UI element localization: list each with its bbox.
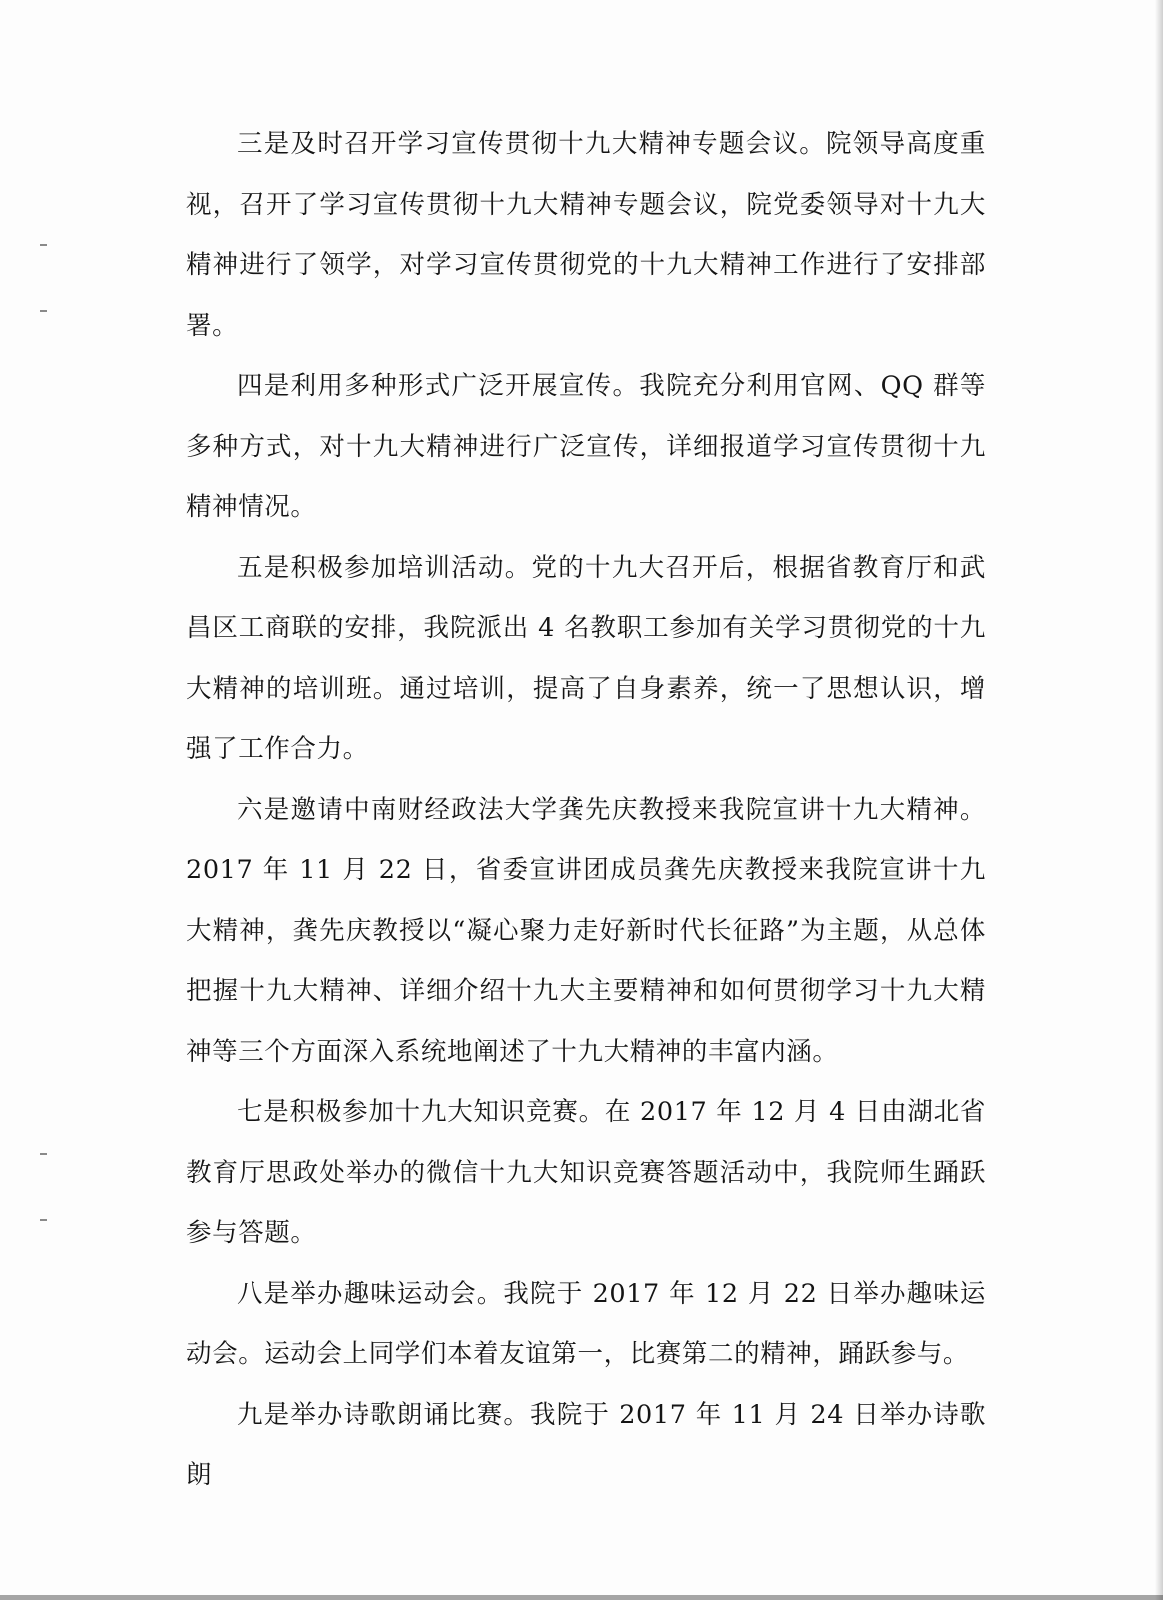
paragraph-item-5: 五是积极参加培训活动。党的十九大召开后，根据省教育厅和武昌区工商联的安排，我院派出 4 名教职工参加有关学习贯彻党的十九大精神的培训班。通过培训，提高了自身素养，统一了思想认识，增强了工作合力。 <box>186 552 986 764</box>
paragraph-item-7: 七是积极参加十九大知识竞赛。在 2017 年 12 月 4 日由湖北省教育厅思政处举办的微信十九大知识竞赛答题活动中，我院师生踊跃参与答题。 <box>186 1097 986 1248</box>
scan-shadow-right <box>1155 0 1163 1600</box>
paragraph-item-3: 三是及时召开学习宣传贯彻十九大精神专题会议。院领导高度重视，召开了学习宣传贯彻十九大精神专题会议，院党委领导对十九大精神进行了领学，对学习宣传贯彻党的十九大精神工作进行了安排部署。 <box>186 129 986 341</box>
binding-hole-mark <box>40 1219 47 1221</box>
binding-hole-mark <box>40 244 47 246</box>
binding-hole-mark <box>40 1153 47 1155</box>
paragraph-item-8: 八是举办趣味运动会。我院于 2017 年 12 月 22 日举办趣味运动会。运动会上同学们本着友谊第一，比赛第二的精神，踊跃参与。 <box>186 1278 986 1369</box>
paragraph-item-9: 九是举办诗歌朗诵比赛。我院于 2017 年 11 月 24 日举办诗歌朗 <box>186 1399 986 1490</box>
paragraph-item-6: 六是邀请中南财经政法大学龚先庆教授来我院宣讲十九大精神。2017 年 11 月 22 日，省委宣讲团成员龚先庆教授来我院宣讲十九大精神，龚先庆教授以“凝心聚力走好新时代长征路”为主题，从总体把握十九大精神、详细介绍十九大主要精神和如何贯彻学习十九大精神等三个方面深入系统地阐述了十九大精神的丰富内涵。 <box>186 794 986 1067</box>
paragraph-item-4: 四是利用多种形式广泛开展宣传。我院充分利用官网、QQ 群等多种方式，对十九大精神进行广泛宣传，详细报道学习宣传贯彻十九精神情况。 <box>186 371 986 522</box>
scan-shadow-bottom <box>0 1595 1163 1600</box>
binding-hole-mark <box>40 310 47 312</box>
document-body <box>186 114 986 1506</box>
